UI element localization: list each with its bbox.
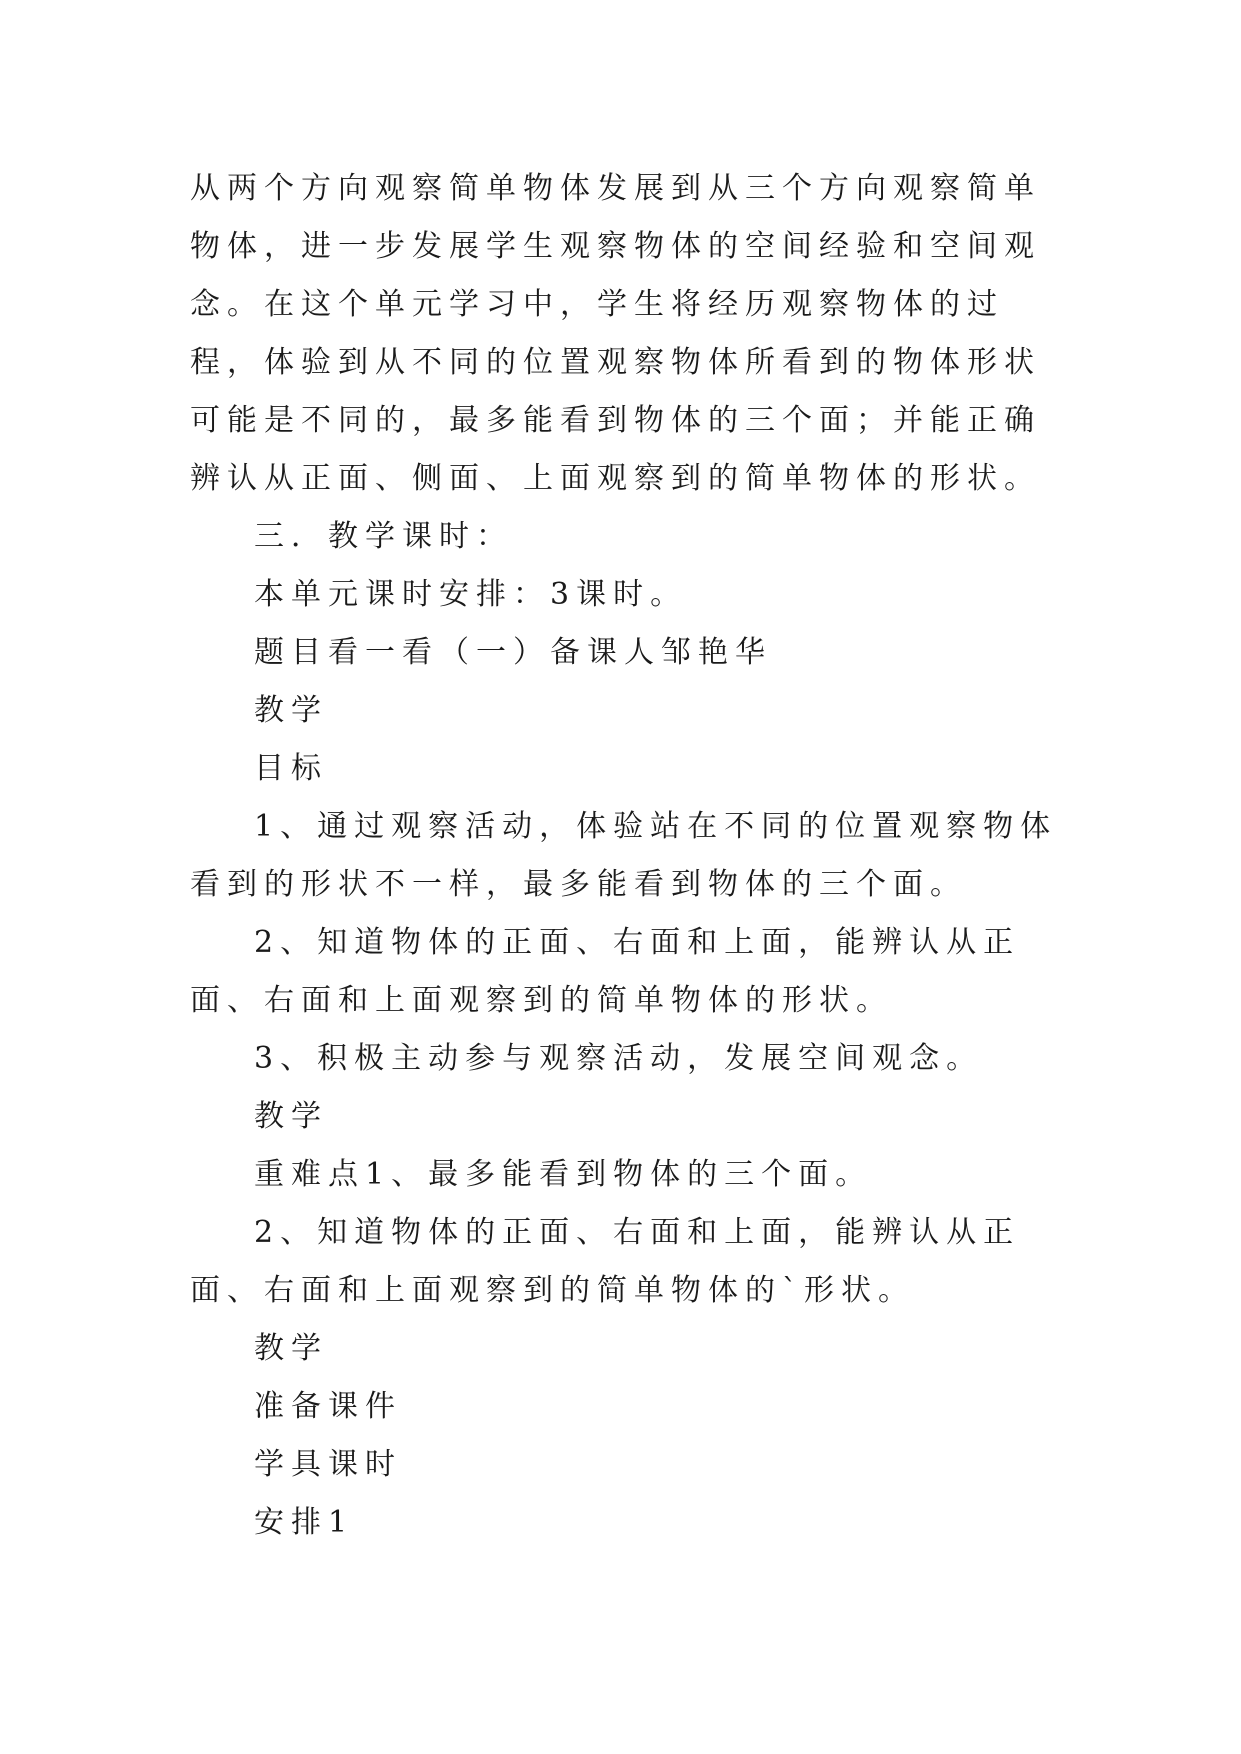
paragraph-key-points-2: 2、知道物体的正面、右面和上面，能辨认从正面、右面和上面观察到的简单物体的`形状。 [190,1215,1021,1308]
paragraph-arrangement: 安排1 [254,1505,355,1540]
paragraph-goal-2: 2、知道物体的正面、右面和上面，能辨认从正面、右面和上面观察到的简单物体的形状。 [190,925,1021,1018]
paragraph-key-points-1: 重难点1、最多能看到物体的三个面。 [254,1157,873,1192]
paragraph-label-teaching-2: 教学 [254,1099,328,1134]
paragraph-section-heading: 三．教学课时： [254,519,513,554]
paragraph-goal-1: 1、通过观察活动，体验站在不同的位置观察物体看到的形状不一样，最多能看到物体的三个面。 [190,809,1058,902]
paragraph-label-goal: 目标 [254,751,328,786]
paragraph-intro: 从两个方向观察简单物体发展到从三个方向观察简单物体，进一步发展学生观察物体的空间经验和空间观念。在这个单元学习中，学生将经历观察物体的过程，体验到从不同的位置观察物体所看到的物体形状可能是不同的，最多能看到物体的三个面；并能正确辨认从正面、侧面、上面观察到的简单物体的形状。 [190,171,1041,496]
paragraph-goal-3: 3、积极主动参与观察活动，发展空间观念。 [254,1041,984,1076]
paragraph-label-teaching-3: 教学 [254,1331,328,1366]
paragraph-preparation: 准备课件 [254,1389,402,1424]
paragraph-title: 题目看一看（一）备课人邹艳华 [254,635,772,670]
paragraph-tools-hours: 学具课时 [254,1447,402,1482]
paragraph-class-hours: 本单元课时安排：3课时。 [254,577,688,612]
paragraph-label-teaching: 教学 [254,693,328,728]
document-body [190,160,1070,1552]
